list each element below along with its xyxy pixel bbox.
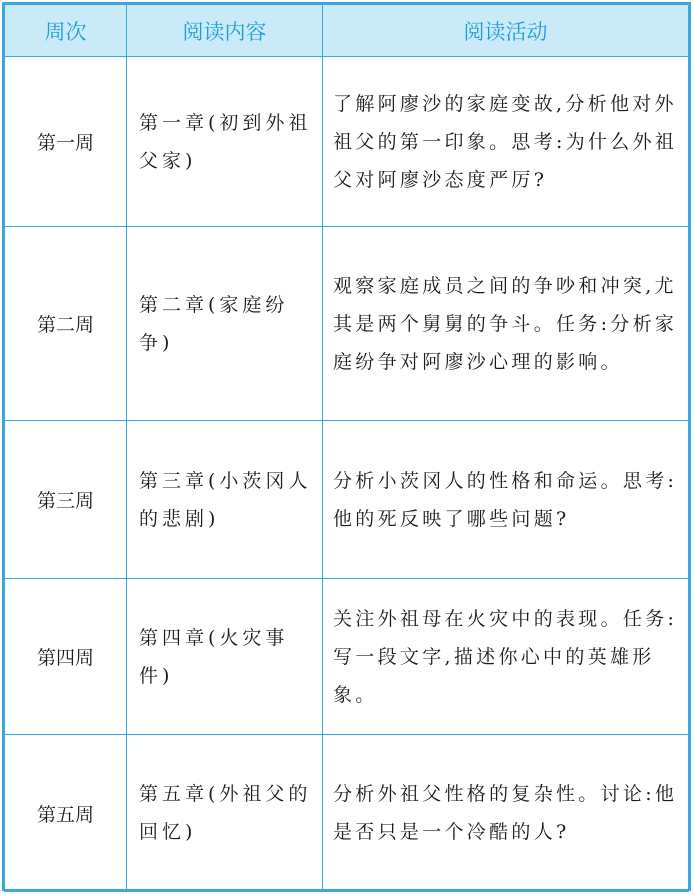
table-row (5, 421, 689, 579)
week-cell: 第二周 (5, 227, 127, 421)
week-cell: 第一周 (5, 57, 127, 227)
reading-plan-table (4, 4, 689, 892)
table-row (5, 579, 689, 735)
week-cell: 第三周 (5, 421, 127, 579)
table-row (5, 57, 689, 227)
activity-cell: 分析小茨冈人的性格和命运。思考:他的死反映了哪些问题? (323, 421, 689, 579)
header-week: 周次 (5, 5, 127, 57)
header-reading-activity: 阅读活动 (323, 5, 689, 57)
table-row (5, 735, 689, 892)
week-cell: 第四周 (5, 579, 127, 735)
table-row (5, 227, 689, 421)
header-reading-content: 阅读内容 (127, 5, 323, 57)
table-header-row (5, 5, 689, 57)
week-cell: 第五周 (5, 735, 127, 892)
chapter-cell: 第一章(初到外祖父家) (127, 57, 323, 227)
activity-cell: 了解阿廖沙的家庭变故,分析他对外祖父的第一印象。思考:为什么外祖父对阿廖沙态度严厉? (323, 57, 689, 227)
chapter-cell: 第三章(小茨冈人的悲剧) (127, 421, 323, 579)
chapter-cell: 第五章(外祖父的回忆) (127, 735, 323, 892)
activity-cell: 关注外祖母在火灾中的表现。任务:写一段文字,描述你心中的英雄形象。 (323, 579, 689, 735)
activity-cell: 分析外祖父性格的复杂性。讨论:他是否只是一个冷酷的人? (323, 735, 689, 892)
activity-cell: 观察家庭成员之间的争吵和冲突,尤其是两个舅舅的争斗。任务:分析家庭纷争对阿廖沙心理的影响。 (323, 227, 689, 421)
chapter-cell: 第四章(火灾事件) (127, 579, 323, 735)
chapter-cell: 第二章(家庭纷争) (127, 227, 323, 421)
reading-plan-table-container (2, 2, 691, 891)
